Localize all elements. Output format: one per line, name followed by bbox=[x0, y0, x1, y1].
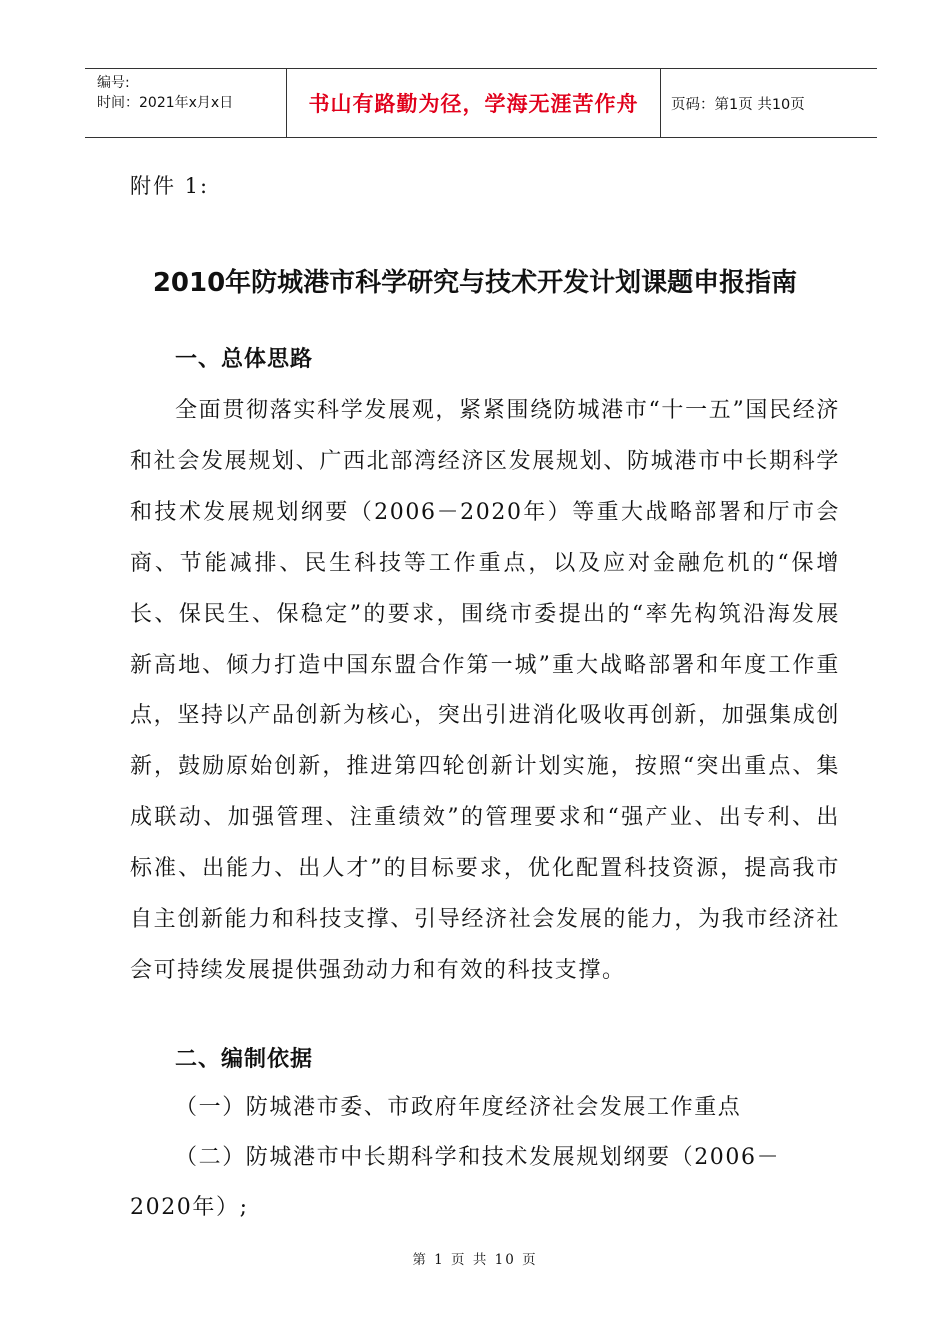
attachment-label: 附件 1: bbox=[130, 174, 210, 198]
header-meta bbox=[85, 69, 287, 137]
document-title: 2010年防城港市科学研究与技术开发计划课题申报指南 bbox=[152, 268, 798, 298]
page-header bbox=[85, 68, 877, 138]
number-label: 编号: bbox=[97, 75, 130, 91]
header-page-info: 页码：第1页 共10页 bbox=[671, 96, 805, 113]
basis-item-2: （二）防城港市中长期科学和技术发展规划纲要（2006－2020年）; bbox=[130, 1145, 781, 1220]
section-heading-overall: 一、总体思路 bbox=[175, 347, 314, 372]
time-label: 时间：2021年x月x日 bbox=[97, 95, 234, 111]
page-footer: 第 1 页 共 10 页 bbox=[412, 1252, 538, 1268]
section-paragraph-overall: 全面贯彻落实科学发展观，紧紧围绕防城港市“十一五”国民经济和社会发展规划、广西北部湾经济区发展规划、防城港市中长期科学和技术发展规划纲要（2006－2020年）等重大战略部署和厅市会商、节能减排、民生科技等工作重点，以及应对金融危机的“保增长、保民生、保稳定”的要求，围绕市委提出的“率先构筑沿海发展新高地、倾力打造中国东盟合作第一城”重大战略部署和年度工作重点，坚持以产品创新为核心，突出引进消化吸收再创新，加强集成创新，鼓励原始创新，推进第四轮创新计划实施，按照“突出重点、集成联动、加强管理、注重绩效”的管理要求和“强产业、出专利、出标准、出能力、出人才”的目标要求，优化配置科技资源，提高我市自主创新能力和科技支撑、引导经济社会发展的能力，为我市经济社会可持续发展提供强劲动力和有效的科技支撑。 bbox=[130, 398, 840, 983]
header-motto: 书山有路勤为径，学海无涯苦作舟 bbox=[287, 69, 661, 137]
basis-item-1: （一）防城港市委、市政府年度经济社会发展工作重点 bbox=[175, 1095, 742, 1120]
section-heading-basis: 二、编制依据 bbox=[175, 1047, 314, 1072]
